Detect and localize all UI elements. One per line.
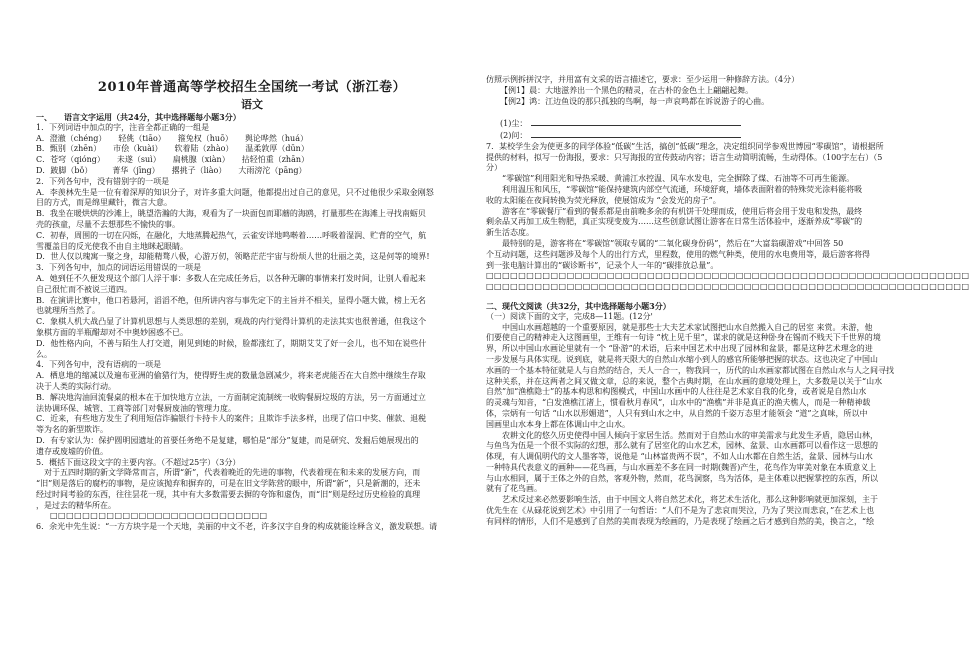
question-line [486, 217, 916, 228]
question-line: B．甄别（zhēn） 市侩（kuài） 软着陆（zhào） 温柔敦厚（dūn） [36, 144, 309, 154]
question-line [486, 239, 916, 250]
question-line: 决于人类的实际行动。 [36, 381, 116, 391]
question-line: 等为名的新型欺诈。 [36, 425, 108, 435]
question-line: 也就理所当然了。 [36, 306, 100, 316]
answer-blank[interactable] [531, 118, 741, 126]
passage-line: 自然”加“渔樵隐士”的基本构思和构图模式，中国山水画中的人往往是艺术家自我的化身，或者说是自然山水 [486, 387, 867, 397]
subject-heading: 语文 [241, 98, 263, 111]
left-column [36, 112, 468, 533]
line-text: 新生活态度。 [486, 228, 534, 238]
line-text [486, 107, 489, 116]
passage-line: 有同样的情形，人们不是感到了自然的美而表现为绘画的，乃是表现了绘画之后才感到自然的美，换言之，“绘 [486, 516, 875, 526]
question-line: 么。 [36, 349, 52, 359]
question-line: 4．下列各句中，没有语病的一项是 [36, 360, 162, 370]
question-line: C．近来，有些地方发生了利用短信诈骗银行卡持卡人的案件；且欺诈手法多样，出现了信口中奖、催款、退税 [36, 414, 427, 424]
passage-line: 对于五四时期的新文学降常而言，所谓“新”，代表着晚近的先进的事物，代表着现在和未来的发展方向，而 [36, 468, 421, 478]
passage-line: 中国山水画超越的一个重要原因，就是那些士大夫艺术家试图把山水自然搬入自己的居室 来赏。未游，他 [486, 322, 873, 332]
question-line: 雪覆盖目的反光使我不由自主地眯起眼睛。 [36, 241, 188, 251]
question-line: 3．下列各句中，加点的词语运用错误的一项是 [36, 263, 202, 273]
passage-line: 一种特具代表意义的画种——花鸟画，与山水画差不多在同一时期(魏晋)产生，花鸟作为审美对象在本质意义上 [486, 462, 877, 472]
answer-blank[interactable] [531, 130, 741, 138]
question-line: B．在演讲比赛中，他口若悬河，滔滔不绝，但所讲内容与事先定下的主旨并不相关，显得小题大做，榜上无名 [36, 295, 426, 305]
question-line: 一、 语言文字运用（共24分，其中选择题每小题3分） [36, 112, 241, 122]
line-text: 最特别的是，游客将在“零碳馆”领取专属的“二氧化碳身份码”，然后在”大富翁碳游戏”中回答 50 [486, 238, 844, 248]
question-line [486, 174, 916, 185]
answer-line [486, 118, 916, 130]
passage-line: 们要使自己的精神走入这图画里，王维有一句诗 “枕上见千里”，谋求的就是这种卧身在锡而不贱天下千世界的境 [486, 333, 881, 343]
question-line [486, 142, 916, 153]
passage-line: 国画里山水本身上都在体调山中之山水。 [486, 419, 630, 429]
question-line: D．他性格内向，不善与陌生人打交道，刚见到她的时候，脸都涨红了，期期艾艾了好一会儿，也不知在说些什 [36, 338, 427, 348]
passage-line: “旧”则是落后的腐朽的事物，是应该抛弃和摒弃的，可是在旧文学陈营的眼中，所谓“新”，只是新潮的，还未 [36, 479, 421, 489]
line-text: (2)问： [500, 130, 528, 140]
question-line: C．初春，周围的一切在闪烁，在融化，大地蒸腾起热气，云雀安详地鸣啭着……呼吸着湿润、贮背的空气，航 [36, 230, 427, 240]
question-line: 法协调环保、城管、工商等部门对餐厨废油的管理力度。 [36, 403, 236, 413]
passage-line: 一步发展与具体实现。说到底，就是将天限大的自然山水缩小到人的感官所能够把握的状态。这也决定了中国山 [486, 354, 878, 364]
line-text: 利用温压和风压，“零碳馆”能保持建筑内部空气流通，环境舒爽，墙体表面附着的特殊荧光涂料能将吸 [486, 184, 863, 194]
passage-line: 经过时间考验的东西，往往昙花一现，其中有大多数需要去摒的夸饰和虚伪，而“旧”则是经过历史检验的真理 [36, 489, 421, 499]
question-line: 6．余光中先生说：“一方方块字是一个天地，美丽的中文不老，许多汉字自身的构成就能诠释含义，激发联想。请 [36, 522, 438, 532]
question-line: C．苍穹（qióng） 未遂（suì） 扁桃腺（xiàn） 拈轻怕重（zhān） [36, 155, 309, 165]
page-title: 2010年普通高等学校招生全国统一考试（浙江卷） [97, 80, 407, 95]
passage-line: 界，所以中国山水画论里就有一个 “卧游”的术语，后来中国艺术中出现了园林和盆景，都是这种艺术理念的进 [486, 344, 873, 354]
question-line: 自己很忙而不被说三道四。 [36, 284, 132, 294]
question-line [486, 250, 916, 261]
question-line: A．李羡林先生是一位有着深厚的知识分子，对许多重大问题，他都提出过自己的意见，只不过他很少采取金刚怒 [36, 187, 434, 197]
line-text: 分） [486, 163, 502, 173]
passage-line: 水画的一个基本特征就是人与自然的结合，天人一合一，物我同一，历代的山水画家都试图在自然山水与人之间寻找 [486, 365, 894, 375]
line-text: 到一张电脑计算出的“碳诊断书”，记录个人一年的“碳排放总量”。 [486, 260, 719, 270]
question-line [486, 75, 916, 86]
question-line [486, 163, 916, 174]
question-line [486, 228, 916, 239]
question-line [486, 196, 916, 207]
line-text: 提供的材料，拟写一份海报，要求：只写海报的宣传鼓动内容；语言生动简明流畅，生动得体。（100字左右）（5 [486, 152, 883, 162]
passage-line: 的灵魂与知音，“白发渔樵江渚上，惯看秋月春风”，山水中的“渔樵”并非是真正的渔夫樵人，而是一种精神载 [486, 398, 871, 408]
question-line: 目的方式，而是绵里藏针，微言大意。 [36, 198, 172, 208]
line-text: 【例2】鸿：江边鱼设的那只孤独的鸟啊，每一声哀鸣都在诉说游子的心曲。 [500, 96, 770, 106]
line-text: 仿照示例拆拼汉字，并用富有文采的语言描述它，要求：至少运用一种修辞方法。（4分） [486, 75, 800, 84]
answer-grid-row: □□□□□□□□□□□□□□□□□□□□□□□□□□□□□□□□□□□□□□□□□□□□□□□□□□□□□□□□□□□□ [486, 282, 970, 292]
question-line: A．澄澈（chéng） 轻佻（tiāo） 箍兔权（huō） 舆论哗然（huá） [36, 133, 308, 143]
passage-line: 体，宗炳有一句话 “山水以形媚道”，人只有到山水之中，从自然的千姿万态里才能领会 “道”之真味，所以中 [486, 408, 868, 418]
line-text: (1)尘： [500, 119, 528, 129]
passage-line: 农耕文化的悠久历史使得中国人倾向于家居生活。然而对于自然山水的审美需求与此发生矛盾，隐居山林， [486, 430, 878, 440]
question-line: B．我坐在暖烘烘的沙滩上，眺望浩瀚的大海，观看为了一块面包而耶蘑的海鸥，打量那些在海滩上寻找南蛎贝 [36, 209, 426, 219]
passage-line: 体现，有人调侃明代的文人墨客等，说他是 “山林富贵两不误”，不如人山水都在自然生活，盆景、园林与山水 [486, 452, 873, 462]
line-text: 7．某校学生会为使更多的同学体验“低碳”生活，搞创“低碳”理念，决定组织同学参观世博园“零碳馆”，请根据所 [486, 141, 884, 151]
question-line: 1．下列词语中加点的字，注音全都正确的一组是 [36, 122, 210, 132]
question-line [486, 97, 916, 108]
passage-line: 这种关系，并在这两者之间又做文章，总的来说，整个古典时期，在山水画的意境处理上，大多数是以关于“山水 [486, 376, 883, 386]
line-text: 收的太阳能在夜间转换为荧光释放，使展馆成为 “会发光的房子”。 [486, 195, 721, 205]
passage-line: 与山水相同，属于王体之外的自然，客观外物，然而，花鸟洞察，鸟为活体，是主体难以把握掌控的东西，所以 [486, 473, 878, 483]
question-line: 5．概括下面这段文字的主要内容。（不超过25字）（3分） [36, 457, 241, 467]
passage-line: 艺术反过来必然要影响生活，由于中国文人将自然艺术化，将艺术生活化，那么这种影响就更加深刻，主于 [486, 495, 878, 505]
question-line [486, 86, 916, 97]
question-line [486, 261, 916, 272]
question-line [486, 185, 916, 196]
question-line: A．栖息地的缩减以及遍布亚洲的偷猎行为，使得野生虎的数量急剧减少，将来老虎能否在大自然中继续生存取 [36, 371, 426, 381]
line-text: “零碳馆”利用阳光和导热采暖、黄浦江水控温、风车水发电，完全摒除了煤、石油等不可再生能源。 [486, 174, 855, 184]
question-line [486, 207, 916, 218]
question-line: 壳的孩童，尽量不去想那些不愉快的事。 [36, 219, 180, 229]
line-text: 个互动问题，这些问题涉及每个人的出行方式，里程数，使用的燃气种类，使用的水电费用等，最后游客将得 [486, 249, 870, 259]
passage-line: 与鱼鸟为伍是一个很不实际的幻想，那么就有了居室化的山水艺术，园林、盆景、山水画都可以看作这一思想的 [486, 441, 878, 451]
question-line: D．有专家认为：保护圆明园遗址的首要任务绝不是复建，哪怕是“部分”复建，而是研究、发掘后她展现出的 [36, 435, 419, 445]
question-line: 象棋方面的半瓶醋却对不中奥妙困惑不已。 [36, 327, 188, 337]
question-line: C．象棋人机大战凸显了计算机思想与人类思想的差别，观战的内行觉得计算机的走法其实也很普通，但我这个 [36, 317, 427, 327]
question-line: 2．下列各句中，没有错别字的一项是 [36, 176, 170, 186]
line-text: 【例1】晨：大地滋养出一个黑色的精灵，在古朴的金色土上翩翩起舞。 [500, 85, 754, 95]
question-line [486, 153, 916, 164]
line-text: 游客在“零碳餐厅”看到的餐系都是由前晚多余的有机饼干处理而成，使用后将会用于发电和发热，最终 [486, 206, 863, 216]
passage-line: ，是过去的精华所在。 [36, 500, 116, 510]
passage-line: 就有了花鸟画。 [486, 484, 542, 494]
answer-grid-row: □□□□□□□□□□□□□□□□□□□□□□□□□□□□□□□□□□□□□□□□□□□□□□□□□□□□□□□□□□□□ [486, 271, 970, 281]
question-line: 遗存或废墟的价值。 [36, 446, 108, 456]
section-heading: 二、现代文阅读（共32分，其中选择题每小题3分） [486, 300, 671, 311]
answer-line [486, 130, 916, 142]
line-text: 剩余品又再加工成生物肥，真正实现变废为……这些创意试图让游客在日常生活体验中，逐渐养成“零碳”的 [486, 217, 863, 227]
answer-boxes: □□□□□□□□□□□□□□□□□□□□□□□□□□□ [50, 511, 268, 521]
question-line: B．解决地沟油回流餐桌的根本在于加快地方立法，一方面制定流制统一收购餐厨垃圾的方法，另一方面通过立 [36, 392, 426, 402]
passage-line: 优先生在《从碌花说到艺术》中引用了一句哲语：“人们不是为了悲哀而哭泣，乃为了哭泣而悲哀，”在艺术上也 [486, 506, 875, 516]
question-line: D．世人仅以瑰寓一聚之身，却能精骛八极，心游万仞，领略茫茫宇宙与纷烦人世的壮丽之美，这是何等的境界! [36, 252, 430, 262]
question-line [486, 107, 916, 118]
question-line: A．她到任不久便发现这个部门人浮于事：多数人在完成任务后，以各种无聊的事情来打发时间，让别人看起来 [36, 273, 426, 283]
section-subheading: （一）阅读下面的文字，完成8—11题。(12分' [486, 311, 653, 321]
question-line: D．跛脚（bǒ） 菁华（jīng） 撂挑子（liào） 大雨滂沱（pāng） [36, 165, 307, 175]
right-column [486, 75, 970, 528]
